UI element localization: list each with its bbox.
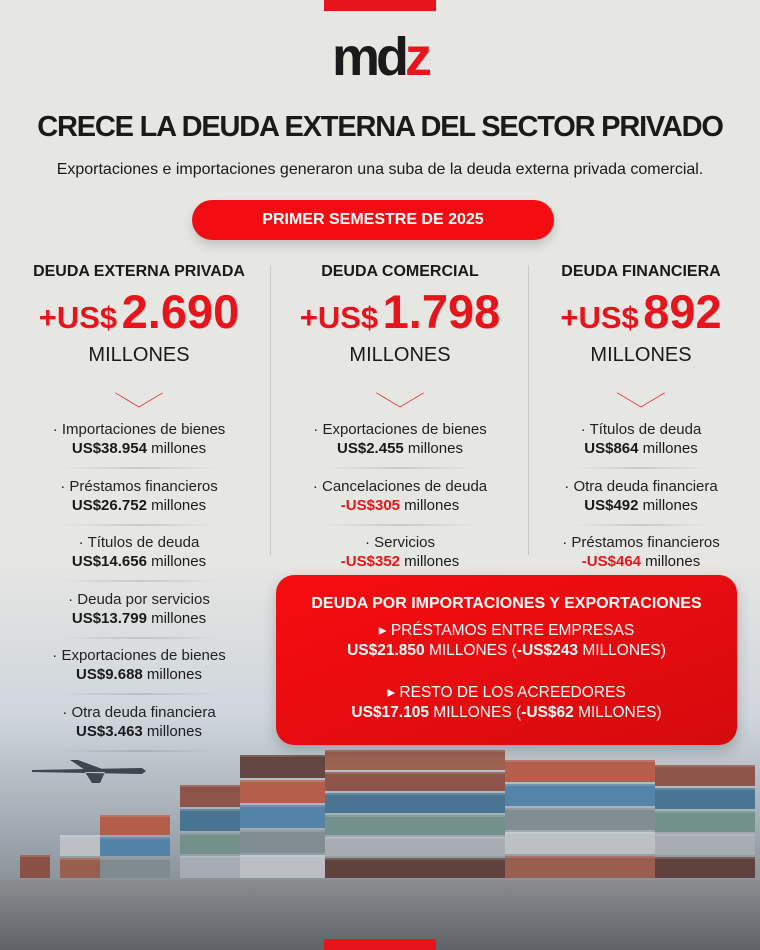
column-divider: [270, 265, 271, 555]
column-heading: DEUDA EXTERNA PRIVADA: [33, 263, 245, 280]
item-amount: US$13.799: [71, 609, 147, 627]
item-amount: US$2.455: [337, 440, 404, 457]
shipping-container: [240, 855, 325, 878]
paren: (: [515, 704, 522, 721]
triangle-right-icon: ▸: [387, 684, 396, 701]
item-amount: US$864: [584, 440, 639, 457]
shipping-container: [325, 837, 505, 857]
value-unit: MILLONES: [349, 344, 451, 366]
shipping-container: [100, 815, 170, 835]
headline-value: [272, 285, 528, 348]
item-unit: millones: [407, 440, 463, 457]
period-badge: PRIMER SEMESTRE DE 2025: [192, 200, 554, 240]
paren: (: [511, 642, 517, 659]
item-label: · Servicios: [364, 534, 435, 551]
item-unit: millones: [642, 440, 698, 457]
item-label: · Otra deuda financiera: [564, 477, 718, 495]
chevron-down-icon: [115, 379, 163, 408]
list-item: [8, 640, 270, 697]
list-item: [8, 697, 270, 754]
value-number: 2.690: [121, 285, 240, 338]
shipping-container: [240, 805, 325, 828]
item-label: · Préstamos financieros: [562, 534, 720, 551]
mdz-logo: mdz: [332, 27, 428, 87]
trade-item-label: RESTO DE LOS ACREEDORES: [399, 684, 626, 701]
shipping-container: [180, 785, 240, 807]
triangle-right-icon: ▸: [378, 622, 387, 639]
item-unit: millones: [146, 722, 202, 740]
chevron-down-icon: [617, 379, 665, 408]
shipping-container: [240, 755, 325, 778]
value-unit: MILLONES: [590, 344, 692, 366]
column-heading: DEUDA COMERCIAL: [321, 263, 479, 280]
item-unit: millones: [404, 553, 460, 570]
item-label: · Títulos de deuda: [580, 421, 702, 438]
shipping-container: [655, 788, 755, 809]
item-label: · Exportaciones de bienes: [52, 647, 226, 664]
item-amount: -US$464: [581, 553, 641, 570]
shipping-container: [240, 780, 325, 803]
item-amount: -US$352: [340, 553, 400, 570]
airplane-icon: [30, 758, 148, 784]
chevron-down-icon: [376, 379, 424, 408]
item-unit: millones: [151, 553, 207, 570]
list-item: [272, 414, 528, 471]
shipping-container: [100, 858, 170, 878]
trade-item-change-unit: MILLONES): [582, 642, 666, 659]
trade-item: [276, 683, 737, 723]
headline-value: [530, 285, 752, 348]
debt-column: [530, 262, 752, 584]
item-label: · Exportaciones de bienes: [313, 421, 487, 438]
shipping-container: [325, 858, 505, 878]
column-divider: [528, 265, 529, 555]
item-amount: US$14.656: [71, 553, 147, 570]
item-amount: US$26.752: [71, 496, 147, 514]
value-prefix: +US$: [299, 300, 379, 335]
shipping-container: [505, 808, 655, 830]
value-unit: MILLONES: [88, 344, 190, 366]
trade-item-unit: MILLONES: [428, 642, 508, 659]
shipping-container: [180, 856, 240, 878]
item-unit: millones: [151, 440, 207, 457]
value-prefix: +US$: [560, 300, 639, 335]
page-title: CRECE LA DEUDA EXTERNA DEL SECTOR PRIVADO: [37, 111, 723, 143]
item-amount: US$9.688: [76, 666, 143, 683]
trade-item: [276, 621, 737, 661]
shipping-container: [60, 835, 100, 856]
shipping-container: [325, 815, 505, 835]
trade-item-change-unit: MILLONES): [578, 704, 662, 721]
item-amount: -US$305: [340, 496, 400, 514]
list-item: [272, 471, 528, 528]
trade-item-label: PRÉSTAMOS ENTRE EMPRESAS: [390, 622, 635, 639]
item-amount: US$38.954: [71, 440, 147, 457]
item-label: · Deuda por servicios: [68, 590, 210, 608]
shipping-container: [655, 765, 755, 786]
shipping-container: [505, 832, 655, 854]
item-unit: millones: [146, 666, 202, 683]
trade-item-change: -US$62: [521, 704, 574, 721]
item-unit: millones: [642, 496, 698, 514]
item-unit: millones: [404, 496, 460, 514]
list-item: [8, 527, 270, 584]
shipping-container: [60, 858, 100, 879]
top-accent-bar: [324, 0, 436, 11]
list-item: [8, 584, 270, 641]
list-item: [530, 471, 752, 528]
shipping-container: [505, 760, 655, 782]
debt-column: [8, 262, 270, 753]
shipping-container: [100, 837, 170, 857]
trade-debt-box: [276, 575, 737, 745]
trade-item-change: -US$243: [516, 642, 579, 659]
list-item: [8, 471, 270, 528]
value-prefix: +US$: [38, 300, 118, 335]
shipping-container: [655, 857, 755, 878]
shipping-container: [325, 772, 505, 792]
value-number: 892: [643, 285, 722, 338]
shipping-container: [180, 833, 240, 855]
item-amount: US$3.463: [76, 722, 143, 740]
list-item: [8, 414, 270, 471]
shipping-container: [325, 750, 505, 770]
item-label: · Préstamos financieros: [60, 477, 218, 495]
column-heading: DEUDA FINANCIERA: [561, 263, 721, 280]
page-subtitle: Exportaciones e importaciones generaron una suba de la deuda externa privada comercial.: [56, 161, 704, 178]
shipping-container: [655, 834, 755, 855]
item-unit: millones: [151, 609, 207, 627]
headline-value: [8, 285, 270, 348]
trade-item-amount: US$17.105: [351, 704, 429, 721]
shipping-container: [325, 793, 505, 813]
list-item: [530, 414, 752, 471]
item-label: · Títulos de deuda: [78, 534, 200, 551]
shipping-container: [20, 855, 50, 878]
shipping-container: [240, 830, 325, 853]
debt-column: [272, 262, 528, 584]
trade-box-title: DEUDA POR IMPORTACIONES Y EXPORTACIONES: [311, 595, 702, 612]
item-label: · Importaciones de bienes: [52, 421, 226, 438]
value-number: 1.798: [382, 285, 501, 338]
shipping-container: [505, 856, 655, 878]
item-amount: US$492: [584, 496, 639, 514]
shipping-container: [505, 784, 655, 806]
item-unit: millones: [645, 553, 701, 570]
item-label: · Cancelaciones de deuda: [312, 477, 488, 495]
item-label: · Otra deuda financiera: [62, 703, 216, 721]
shipping-container: [655, 811, 755, 832]
trade-item-amount: US$21.850: [347, 642, 425, 659]
item-unit: millones: [151, 496, 207, 514]
bottom-accent-bar: [324, 939, 436, 950]
trade-item-unit: MILLONES: [433, 704, 512, 721]
shipping-container: [180, 809, 240, 831]
